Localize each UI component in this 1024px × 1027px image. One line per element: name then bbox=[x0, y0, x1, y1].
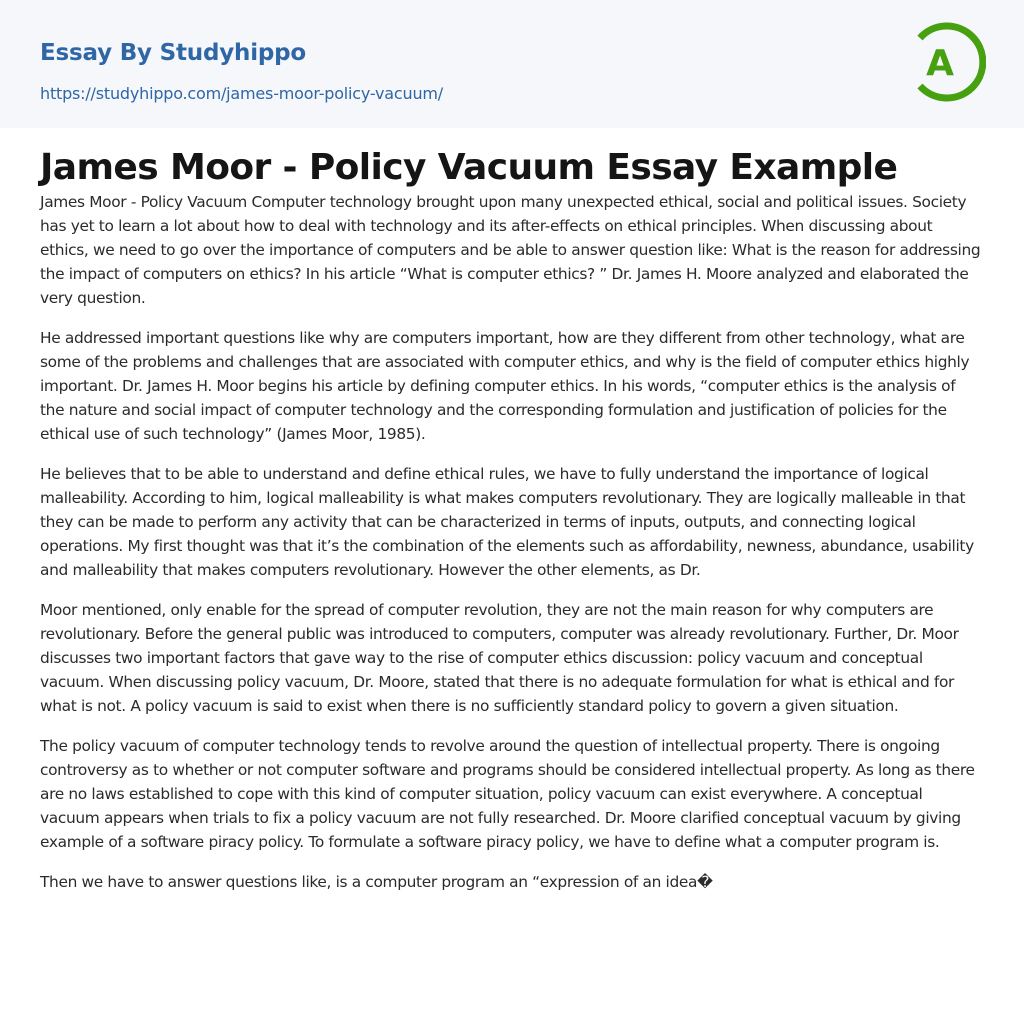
paragraph: He addressed important questions like why are computers important, how are they different from other technology, what are some of the problems and challenges that are associated with computer ethics, and why is the field of computer ethics highly important. Dr. James H. Moor begins his article by defining computer ethics. In his words, “computer ethics is the analysis of the nature and social impact of computer technology and the corresponding formulation and justification of policies for the ethical use of such technology” (James Moor, 1985). bbox=[40, 329, 970, 443]
article bbox=[0, 146, 1024, 894]
paragraph: Moor mentioned, only enable for the spread of computer revolution, they are not the main reason for why computers are revolutionary. Before the general public was introduced to computers, computer was already revolutionary. Further, Dr. Moor discusses two important factors that gave way to the rise of computer ethics discussion: policy vacuum and conceptual vacuum. When discussing policy vacuum, Dr. Moore, stated that there is no adequate formulation for what is ethical and for what is not. A policy vacuum is said to exist when there is no sufficiently standard policy to govern a given situation. bbox=[40, 601, 959, 715]
logo-icon bbox=[912, 19, 986, 105]
source-url-link[interactable]: https://studyhippo.com/james-moor-policy-vacuum/ bbox=[40, 84, 443, 103]
paragraph: He believes that to be able to understand and define ethical rules, we have to fully understand the importance of logical malleability. According to him, logical malleability is what makes computers revolutionary. They are logically malleable in that they can be made to perform any activity that can be characterized in terms of inputs, outputs, and connecting logical operations. My first thought was that it’s the combination of the elements such as affordability, newness, abundance, usability and malleability that makes computers revolutionary. However the other elements, as Dr. bbox=[40, 465, 974, 579]
paragraph: James Moor - Policy Vacuum Computer technology brought upon many unexpected ethical, social and political issues. Society has yet to learn a lot about how to deal with technology and its after-effects on ethical principles. When discussing about ethics, we need to go over the importance of computers and be able to answer question like: What is the reason for addressing the impact of computers on ethics? In his article “What is computer ethics? ” Dr. James H. Moore analyzed and elaborated the very question. bbox=[40, 193, 981, 307]
page-title: James Moor - Policy Vacuum Essay Example bbox=[40, 147, 898, 188]
site-header bbox=[0, 0, 1024, 128]
logo-letter: A bbox=[926, 43, 954, 84]
studyhippo-logo[interactable] bbox=[912, 19, 986, 105]
paragraph: The policy vacuum of computer technology tends to revolve around the question of intellectual property. There is ongoing controversy as to whether or not computer software and programs should be considered intellectual property. As long as there are no laws established to cope with this kind of computer situation, policy vacuum can exist everywhere. A conceptual vacuum appears when trials to fix a policy vacuum are not fully researched. Dr. Moore clarified conceptual vacuum by giving example of a software piracy policy. To formulate a software piracy policy, we have to define what a computer program is. bbox=[40, 737, 975, 851]
paragraph: Then we have to answer questions like, is a computer program an “expression of an idea� bbox=[40, 873, 713, 891]
brand-title: Essay By Studyhippo bbox=[40, 40, 307, 66]
